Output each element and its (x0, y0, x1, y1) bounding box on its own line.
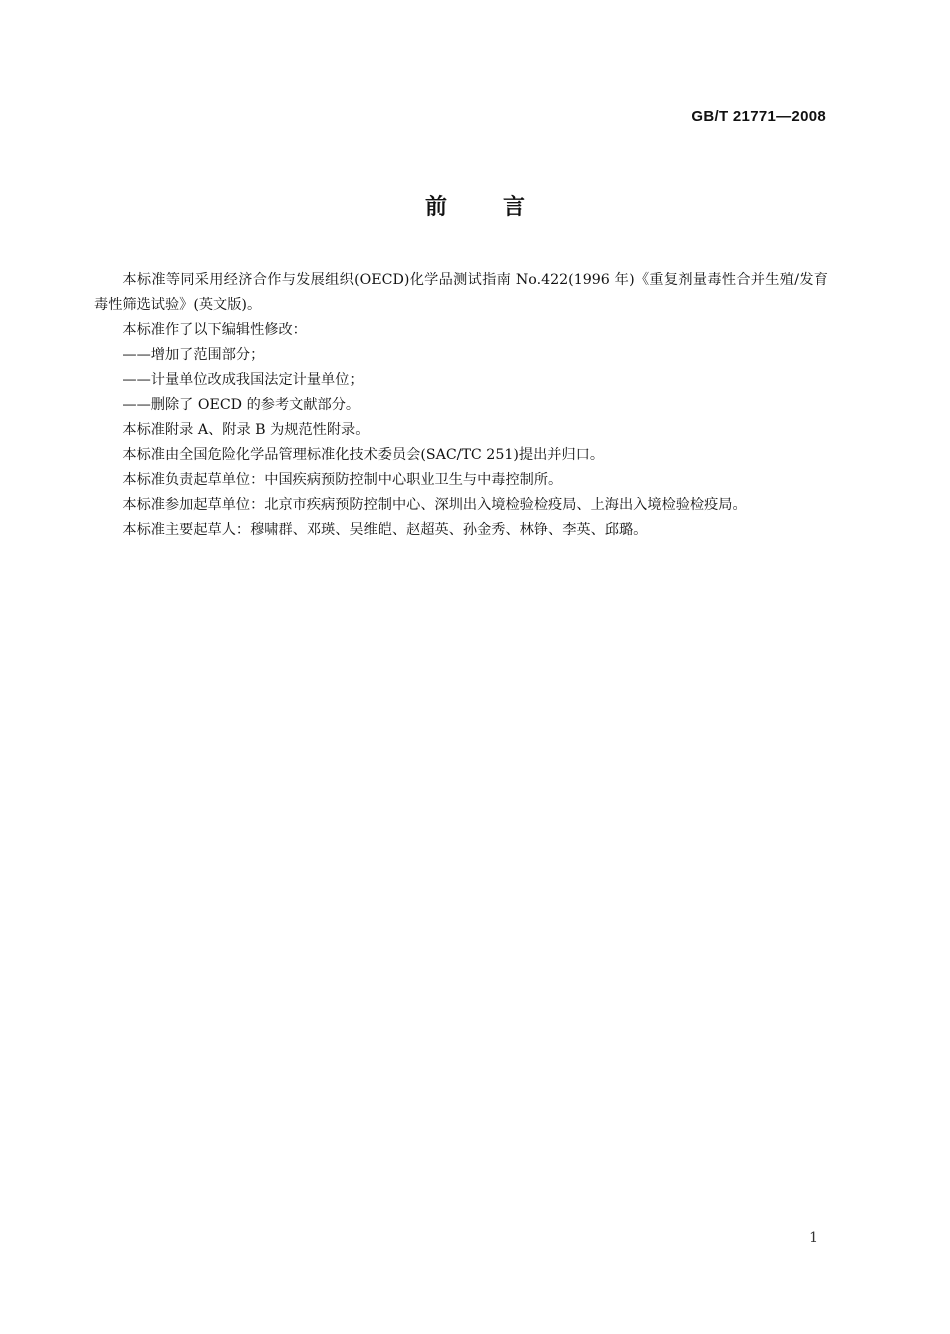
paragraph-edits-intro: 本标准作了以下编辑性修改： (122, 322, 307, 338)
paragraph-participating-drafters: 本标准参加起草单位：北京市疾病预防控制中心、深圳出入境检验检疫局、上海出入境检验检疫局。 (122, 497, 747, 513)
edit-item-units: ——计量单位改成我国法定计量单位； (122, 372, 364, 388)
edit-item-references: ——删除了 OECD 的参考文献部分。 (122, 397, 361, 413)
paragraph-adoption: 本标准等同采用经济合作与发展组织(OECD)化学品测试指南 No.422(1996 年)《重复剂量毒性合并生殖/发育毒性筛选试验》(英文版)。 (94, 272, 828, 313)
paragraph-main-drafters: 本标准主要起草人：穆啸群、邓瑛、吴维皑、赵超英、孙金秀、林铮、李英、邱璐。 (122, 522, 648, 538)
paragraph-annexes: 本标准附录 A、附录 B 为规范性附录。 (122, 422, 370, 438)
paragraph-lead-drafter: 本标准负责起草单位：中国疾病预防控制中心职业卫生与中毒控制所。 (122, 472, 563, 488)
edit-item-scope: ——增加了范围部分； (122, 347, 265, 363)
paragraph-proposer: 本标准由全国危险化学品管理标准化技术委员会(SAC/TC 251)提出并归口。 (122, 447, 605, 463)
page-number: 1 (809, 1230, 818, 1246)
page-title: 前言 (424, 195, 581, 220)
standard-number: GB/T 21771—2008 (691, 108, 826, 125)
foreword-body (94, 268, 828, 543)
